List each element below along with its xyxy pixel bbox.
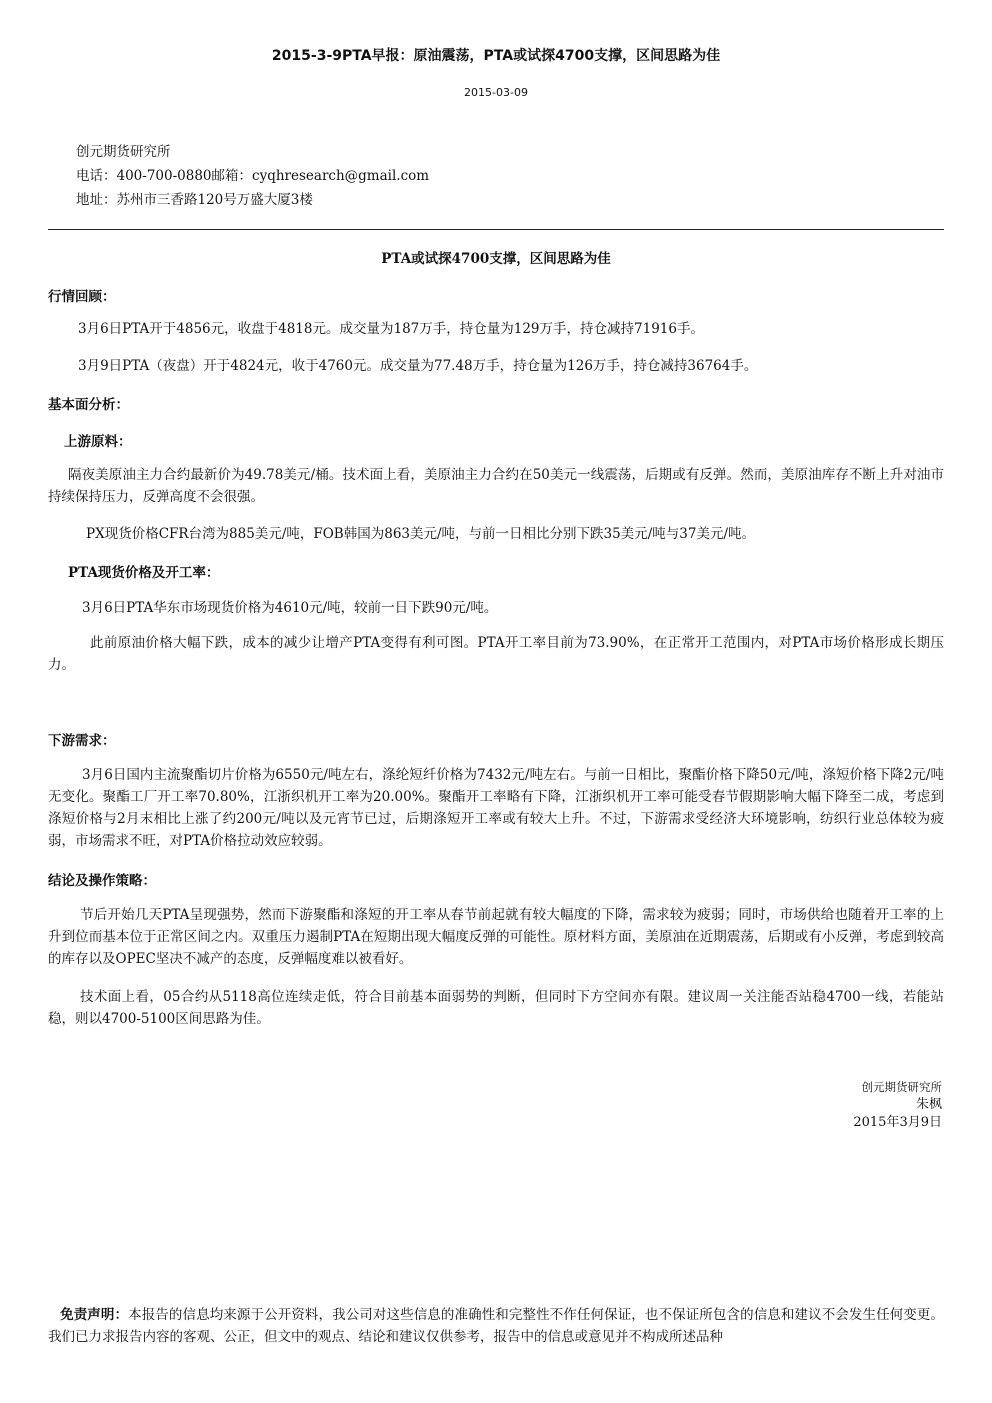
subsection-heading-spot: PTA现货价格及开工率：	[68, 565, 220, 581]
section-heading-fundamentals: 基本面分析：	[48, 397, 129, 413]
report-subtitle: PTA或试探4700支撑，区间思路为佳	[381, 251, 611, 267]
subsection-heading-upstream: 上游原料：	[64, 434, 132, 450]
org-contact: 电话：400-700-0880邮箱：cyqhresearch@gmail.com	[76, 168, 430, 184]
section-heading-review: 行情回顾：	[48, 289, 116, 305]
disclaimer	[48, 1304, 944, 1348]
spot-paragraph-1: 3月6日PTA华东市场现货价格为4610元/吨，较前一日下跌90元/吨。	[82, 600, 498, 616]
document-title: 2015-3-9PTA早报：原油震荡，PTA或试探4700支撑，区间思路为佳	[271, 48, 721, 64]
signature-org: 创元期货研究所	[861, 1080, 942, 1094]
signature-block	[853, 1078, 942, 1132]
conclusion-paragraph-1: 节后开始几天PTA呈现强势，然而下游聚酯和涤短的开工率从春节前起就有较大幅度的下降，需求较为疲弱；同时，市场供给也随着开工率的上升到位而基本位于正常区间之内。双重压力遏制PTA在短期出现大幅度反弹的可能性。原材料方面，美原油在近期震荡，后期或有小反弹，考虑到较高的库存以及OPEC坚决不减产的态度，反弹幅度难以被看好。	[48, 907, 944, 967]
org-info	[76, 140, 429, 212]
header-divider	[48, 229, 944, 230]
review-paragraph-2: 3月9日PTA（夜盘）开于4824元，收于4760元。成交量为77.48万手，持仓量为126万手，持仓减持36764手。	[78, 358, 758, 374]
signature-date: 2015年3月9日	[853, 1115, 942, 1130]
review-paragraph-1: 3月6日PTA开于4856元，收盘于4818元。成交量为187万手，持仓量为129万手，持仓减持71916手。	[78, 321, 704, 337]
document-date: 2015-03-09	[464, 86, 528, 99]
section-heading-downstream: 下游需求：	[48, 733, 116, 749]
org-address: 地址：苏州市三香路120号万盛大厦3楼	[76, 192, 313, 208]
section-heading-conclusion: 结论及操作策略：	[48, 873, 156, 889]
org-name: 创元期货研究所	[76, 144, 171, 160]
disclaimer-label: 免责声明：	[60, 1307, 129, 1323]
disclaimer-text: 本报告的信息均来源于公开资料，我公司对这些信息的准确性和完整性不作任何保证，也不保证所包含的信息和建议不会发生任何变更。我们已力求报告内容的客观、公正，但文中的观点、结论和建议仅供参考，报告中的信息或意见并不构成所述品种	[48, 1307, 945, 1345]
upstream-paragraph-2: PX现货价格CFR台湾为885美元/吨，FOB韩国为863美元/吨，与前一日相比分别下跌35美元/吨与37美元/吨。	[86, 526, 755, 542]
upstream-paragraph-1: 隔夜美原油主力合约最新价为49.78美元/桶。技术面上看，美原油主力合约在50美元一线震荡，后期或有反弹。然而，美原油库存不断上升对油市持续保持压力，反弹高度不会很强。	[48, 467, 944, 505]
downstream-paragraph-1: 3月6日国内主流聚酯切片价格为6550元/吨左右，涤纶短纤价格为7432元/吨左右。与前一日相比，聚酯价格下降50元/吨，涤短价格下降2元/吨无变化。聚酯工厂开工率70.80%，江浙织机开工率为20.00%。聚酯开工率略有下降，江浙织机开工率可能受春节假期影响大幅下降至二成，考虑到涤短价格与2月末相比上涨了约200元/吨以及元宵节已过，后期涤短开工率或有较大上升。不过，下游需求受经济大环境影响，纺织行业总体较为疲弱，市场需求不旺，对PTA价格拉动效应较弱。	[48, 767, 944, 849]
conclusion-paragraph-2: 技术面上看，05合约从5118高位连续走低，符合目前基本面弱势的判断，但同时下方空间亦有限。建议周一关注能否站稳4700一线，若能站稳，则以4700-5100区间思路为佳。	[48, 989, 944, 1027]
spot-paragraph-2: 此前原油价格大幅下跌，成本的减少让增产PTA变得有利可图。PTA开工率目前为73.90%，在正常开工范围内，对PTA市场价格形成长期压力。	[48, 635, 944, 673]
signature-author: 朱枫	[915, 1097, 942, 1112]
